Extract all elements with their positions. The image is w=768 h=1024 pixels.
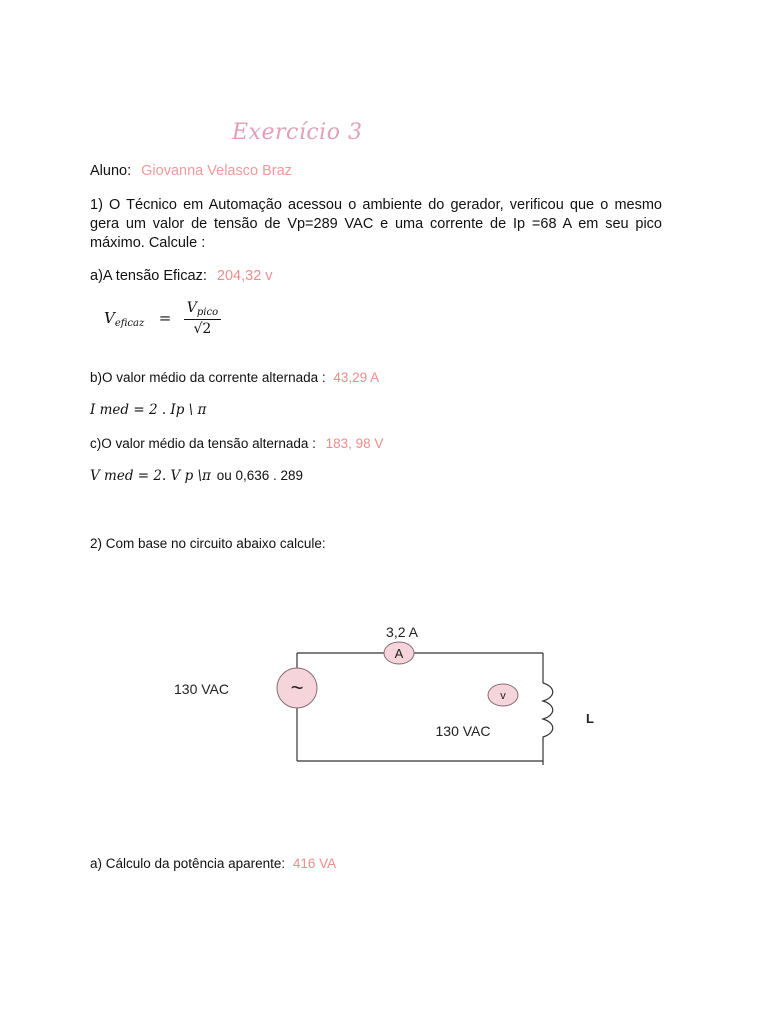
formula-fraction (184, 300, 221, 337)
student-label: Aluno: (90, 163, 132, 179)
q1b-answer: 43,29 A (333, 370, 380, 385)
q1c-formula-tail: ou 0,636 . 289 (216, 468, 304, 483)
page-title: Exercício 3 (232, 120, 363, 145)
inductor-label: L (586, 711, 594, 726)
ammeter-reading: 3,2 A (386, 624, 418, 640)
q1c-line (90, 436, 383, 451)
q2a-label: a) Cálculo da potência aparente: (90, 856, 286, 871)
q1c-label: c)O valor médio da tensão alternada : (90, 436, 316, 451)
q2a-line (90, 856, 336, 871)
q1b-formula: I med = 2 . Ip \ π (90, 402, 207, 418)
question-1-statement: 1) O Técnico em Automação acessou o ambiente do gerador, verificou que o mesmo gera um valor de tensão de Vp=289 VAC e uma corrente de Ip =68 A em seu pico máximo. Calcule : (90, 197, 662, 251)
q1a-line (90, 268, 273, 284)
q1a-answer: 204,32 v (216, 268, 273, 284)
student-name: Giovanna Velasco Braz (141, 163, 292, 179)
voltmeter-letter: v (500, 690, 506, 702)
q1c-formula: V med = 2. V p \π (90, 468, 211, 484)
q1a-label: a)A tensão Eficaz: (90, 268, 207, 284)
q1c-formula-line (90, 468, 303, 484)
formula-denominator: √2 (193, 321, 212, 337)
student-line (90, 163, 292, 179)
inductor-coil (543, 683, 553, 741)
circuit-diagram (160, 615, 620, 775)
ac-source-tilde: ~ (290, 675, 304, 700)
formula-lhs: $V_{eficaz}$ (104, 308, 145, 329)
formula-equals: = (158, 308, 172, 327)
q1b-line (90, 370, 379, 385)
source-voltage-label: 130 VAC (174, 681, 229, 697)
rms-formula (104, 300, 221, 337)
question-2-statement: 2) Com base no circuito abaixo calcule: (90, 536, 326, 551)
q1b-label: b)O valor médio da corrente alternada : (90, 370, 326, 385)
voltmeter-reading: 130 VAC (435, 723, 491, 739)
ammeter-letter: A (394, 646, 404, 661)
formula-numerator: $V_{pico}$ (184, 300, 221, 320)
q1c-answer: 183, 98 V (325, 436, 384, 451)
q2a-answer: 416 VA (292, 856, 337, 871)
